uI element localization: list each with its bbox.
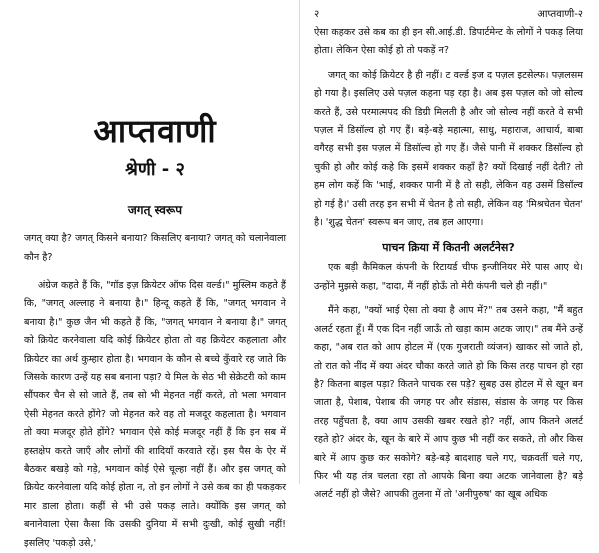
book-title: आप्तवाणी xyxy=(93,112,217,150)
series-label: श्रेणी - २ xyxy=(125,159,185,181)
paragraph: जगत् क्या है? जगत् किसने बनाया? किसलिए बनाया? जगत् को चलानेवाला कौन है? xyxy=(24,233,286,263)
paragraph: अंग्रेज कहते हैं कि, "गॉड इज़ क्रियेटर ऑफ दिस वर्ल्ड।" मुस्लिम कहते हैं कि, "जगत् अल्लाह ने बनाया है।" हिन्दू कहते हैं कि, "जगत् भगवान ने बनाया है।" कुछ जैन भी कहते हैं कि, "जगत् भगवान ने बनाया है।" जगत् को क्रियेट करनेवाला यदि कोई क्रियेटर होता तो वह क्रियेटर कहलाता और क्रियेटर का अर्थ कुम्हार होता है। भगवान के कौन से बच्चे कुँवारे रह जाते कि जिसके कारण उन्हें यह सब बनाना पड़ा? ये मिल के सेठ भी सेक्रेटरी को काम सौंपकर चैन से सो जाते हैं, तब सो भी मेहनत नहीं करते, तो भला भगवान ऐसी मेहनत करते होंगे? जो मेहनत करे वह तो मजदूर कहलाता है। भगवान तो क्या मजदूर होते होंगे? भगवान ऐसे कोई मजदूर नहीं हैं कि इन सब में हस्तक्षेप करते जाएँ और लोगों की शादियाँ करवाते रहें। इस पैस के ऐर में बैठकर बखड़े को गड़े, भगवान कोई ऐसे चूल्हा नहीं हैं। और इस जगत् को क्रियेट करनेवाला यदि कोई होता न, तो इन लोगों ने उसे कब का ही पकड़कर मार डाला होता। कहीं से भी उसे पकड़ लाते। क्योंकि इस जगत् को बनानेवाला ऐसा कैसा कि उसकी दुनिया में सभी दुःखी, कोई सुखी नहीं! इसलिए 'पकड़ो उसे,' xyxy=(24,280,286,549)
paragraph: मैंने कहा, "क्यों भाई ऐसा तो क्या है आप में?" तब उसने कहा, "मैं बहुत अलर्ट रहता हूँ। मैं एक दिन नहीं जाऊँ तो खड़ा काम अटक जाए।" तब मैंने उन्हें कहा, "अब रात को आप होटल में (एक गुजराती व्यंजन) खाकर सो जाते हो, तो रात को नींद में क्या अंदर चौका करते जाते हो कि किस तरह पाचन हो रहा है? कितना बाइल पड़ा? कितने पाचक रस पड़े? सुबह उस होटल में से खून बन जाता है, पेशाब, पेशाब की जगह पर और संडास, संडास के जगह पर किस तरह पहुँचता है, क्या आप उसकी खबर रखते हो? नहीं, आप कितने अलर्ट रहते हो? अंदर के, खून के बारे में आप कुछ भी नहीं कर सकते, तो और किस बारे में आप कुछ कर सकोगे? बड़े-बड़े बादशाह चले गए, चक्रवर्ती चले गए, फिर भी यह तंत्र चलता रहा तो आपके बिना क्या अटक जानेवाला है? बड़े अलर्ट नहीं हो जैसे? आपकी तुलना में तो 'अनीपुरुष' का खूब अधिक xyxy=(314,305,583,501)
running-header xyxy=(314,6,583,22)
paragraph: ऐसा कहकर उसे कब का ही इन सी.आई.डी. डिपार्टमेन्ट के लोगों ने पकड़ लिया होता। लेकिन ऐसा कोई हो तो पकड़ें न? xyxy=(314,27,583,57)
section-title: जगत् स्वरूप xyxy=(127,203,183,218)
page-number: २ xyxy=(314,9,320,20)
section-heading: पाचन क्रिया में कितनी अलर्टनेस? xyxy=(382,241,515,255)
right-page xyxy=(300,0,599,501)
paragraph: एक बड़ी कैमिकल कंपनी के रिटायर्ड चीफ इन्जीनियर मेरे पास आए थे। उन्होंने मुझसे कहा, "दादा, मैं नहीं होऊँ तो मेरी कंपनी चले ही नहीं।" xyxy=(314,262,583,292)
paragraph: जगत् का कोई क्रियेटर है ही नहीं। ट वर्ल्ड इज द पज़ल इटसेल्फ। पज़लसम हो गया है। इसलिए उसे पज़ल कहना पड़ रहा है। अब इस पज़ल को जो सोल्व करते हैं, उसे परमात्मपद की डिग्री मिलती है और जो सोल्व नहीं करते वे सभी पज़ल में डिसॉल्व हो गए हैं। बड़े-बड़े महात्मा, साधु, महाराज, आचार्य, बाबा वगैरह सभी इस पज़ल में डिसॉल्व हो गए हैं। जैसे पानी में शक्कर डिसॉल्व हो चुकी हो और कोई कहे कि इसमें शक्कर कहाँ है? क्यों दिखाई नहीं देती? तो हम लोग कहें कि 'भाई, शक्कर पानी में है तो सही, लेकिन वह उसमें डिसॉल्व हो गई है।' उसी तरह इन सभी में चेतन है तो सही, लेकिन वह 'मिश्रचेतन चेतन' है। 'शुद्ध चेतन' स्वरूप बन जाए, तब हल आएगा। xyxy=(314,69,583,229)
left-page xyxy=(0,0,300,549)
running-title: आप्तवाणी-२ xyxy=(537,9,583,20)
